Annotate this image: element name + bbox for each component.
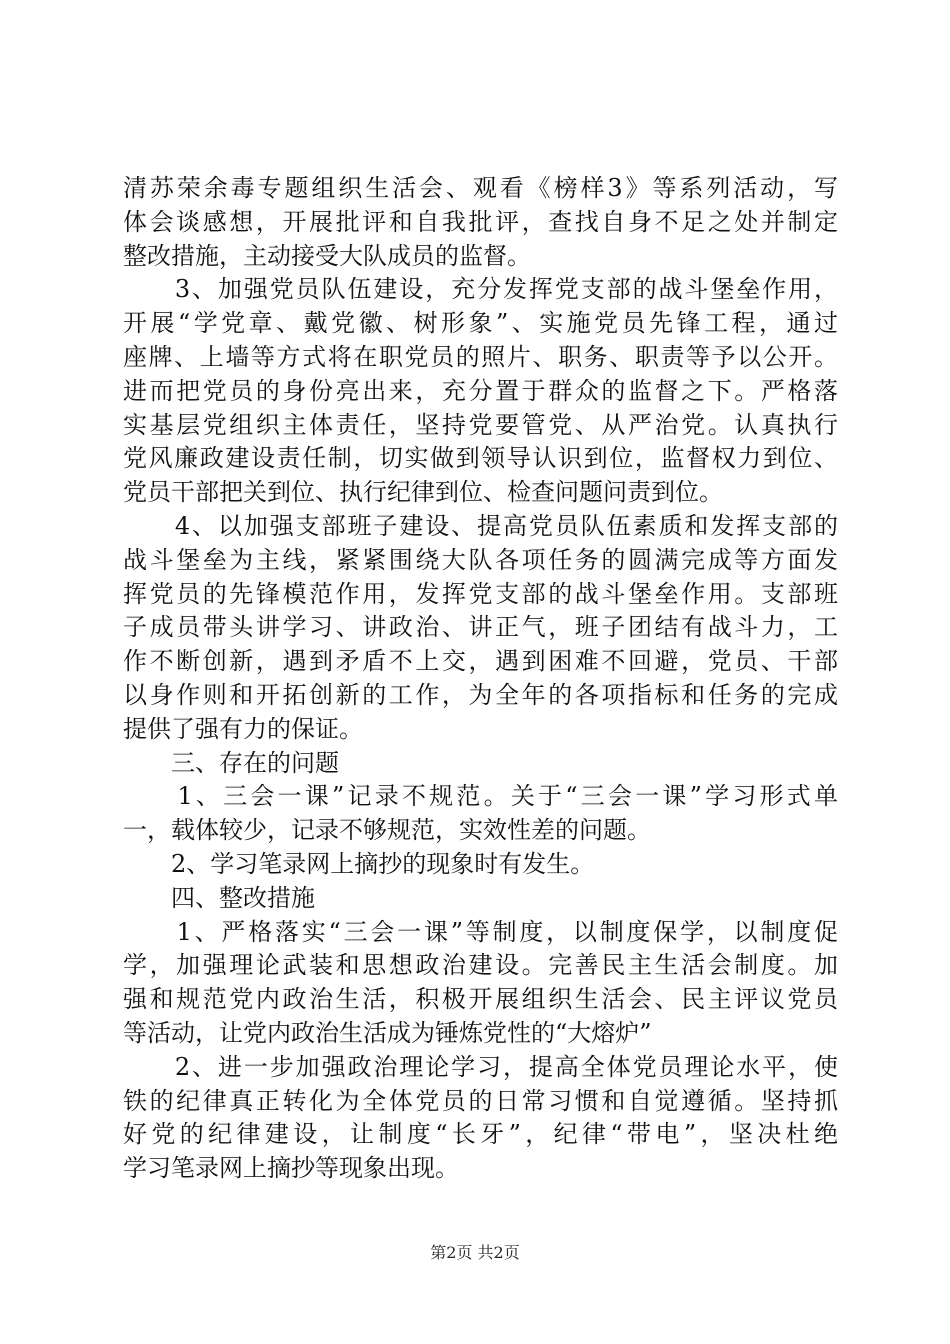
text-line: 战斗堡垒为主线，紧紧围绕大队各项任务的圆满完成等方面发 bbox=[123, 545, 838, 574]
text-line: 4、以加强支部班子建设、提高党员队伍素质和发挥支部的 bbox=[123, 511, 838, 540]
text-line: 3、加强党员队伍建设，充分发挥党支部的战斗堡垒作用， bbox=[123, 275, 838, 304]
text-line: 实基层党组织主体责任，坚持党要管党、从严治党。认真执行 bbox=[123, 410, 838, 439]
text-line: 党风廉政建设责任制，切实做到领导认识到位，监督权力到位、 bbox=[123, 444, 838, 473]
text-line: 好党的纪律建设，让制度“长牙”，纪律“带电”，坚决杜绝 bbox=[123, 1120, 838, 1149]
section-heading: 三、存在的问题 bbox=[123, 748, 339, 777]
text-line: 一，载体较少，记录不够规范，实效性差的问题。 bbox=[123, 816, 651, 845]
text-line: 体会谈感想，开展批评和自我批评，查找自身不足之处并制定 bbox=[123, 207, 838, 236]
text-line: 子成员带头讲学习、讲政治、讲正气，班子团结有战斗力，工 bbox=[123, 613, 838, 642]
text-line: 强和规范党内政治生活，积极开展组织生活会、民主评议党员 bbox=[123, 985, 838, 1014]
text-line: 清苏荣余毒专题组织生活会、观看《榜样3》等系列活动，写 bbox=[123, 174, 838, 202]
text-line: 作不断创新，遇到矛盾不上交，遇到困难不回避，党员、干部 bbox=[123, 647, 838, 676]
text-line: 进而把党员的身份亮出来，充分置于群众的监督之下。严格落 bbox=[123, 376, 838, 405]
text-line: 2、进一步加强政治理论学习，提高全体党员理论水平，使 bbox=[123, 1052, 838, 1081]
text-line: 铁的纪律真正转化为全体党员的日常习惯和自觉遵循。坚持抓 bbox=[123, 1086, 838, 1115]
text-line: 学，加强理论武装和思想政治建设。完善民主生活会制度。加 bbox=[123, 951, 838, 980]
page-number-label: 第2页 共2页 bbox=[430, 1243, 520, 1262]
page-footer bbox=[0, 1243, 950, 1263]
text-line: 等活动，让党内政治生活成为锤炼党性的“大熔炉” bbox=[123, 1018, 652, 1047]
text-line: 开展“学党章、戴党徽、树形象”、实施党员先锋工程，通过 bbox=[123, 309, 838, 338]
text-line: 座牌、上墙等方式将在职党员的照片、职务、职责等予以公开。 bbox=[123, 342, 838, 371]
text-line: 党员干部把关到位、执行纪律到位、检查问题问责到位。 bbox=[123, 478, 723, 507]
text-line: 挥党员的先锋模范作用，发挥党支部的战斗堡垒作用。支部班 bbox=[123, 579, 838, 608]
text-line: 学习笔录网上摘抄等现象出现。 bbox=[123, 1154, 459, 1183]
text-line: 1、严格落实“三会一课”等制度，以制度保学，以制度促 bbox=[123, 917, 838, 946]
section-heading: 四、整改措施 bbox=[123, 883, 315, 912]
text-line: 整改措施，主动接受大队成员的监督。 bbox=[123, 241, 531, 270]
text-line: 2、学习笔录网上摘抄的现象时有发生。 bbox=[123, 849, 595, 878]
text-line: 1、三会一课”记录不规范。关于“三会一课”学习形式单 bbox=[123, 782, 838, 811]
document-body bbox=[123, 172, 838, 1186]
text-line: 以身作则和开拓创新的工作，为全年的各项指标和任务的完成 bbox=[123, 680, 838, 709]
text-line: 提供了强有力的保证。 bbox=[123, 714, 363, 743]
